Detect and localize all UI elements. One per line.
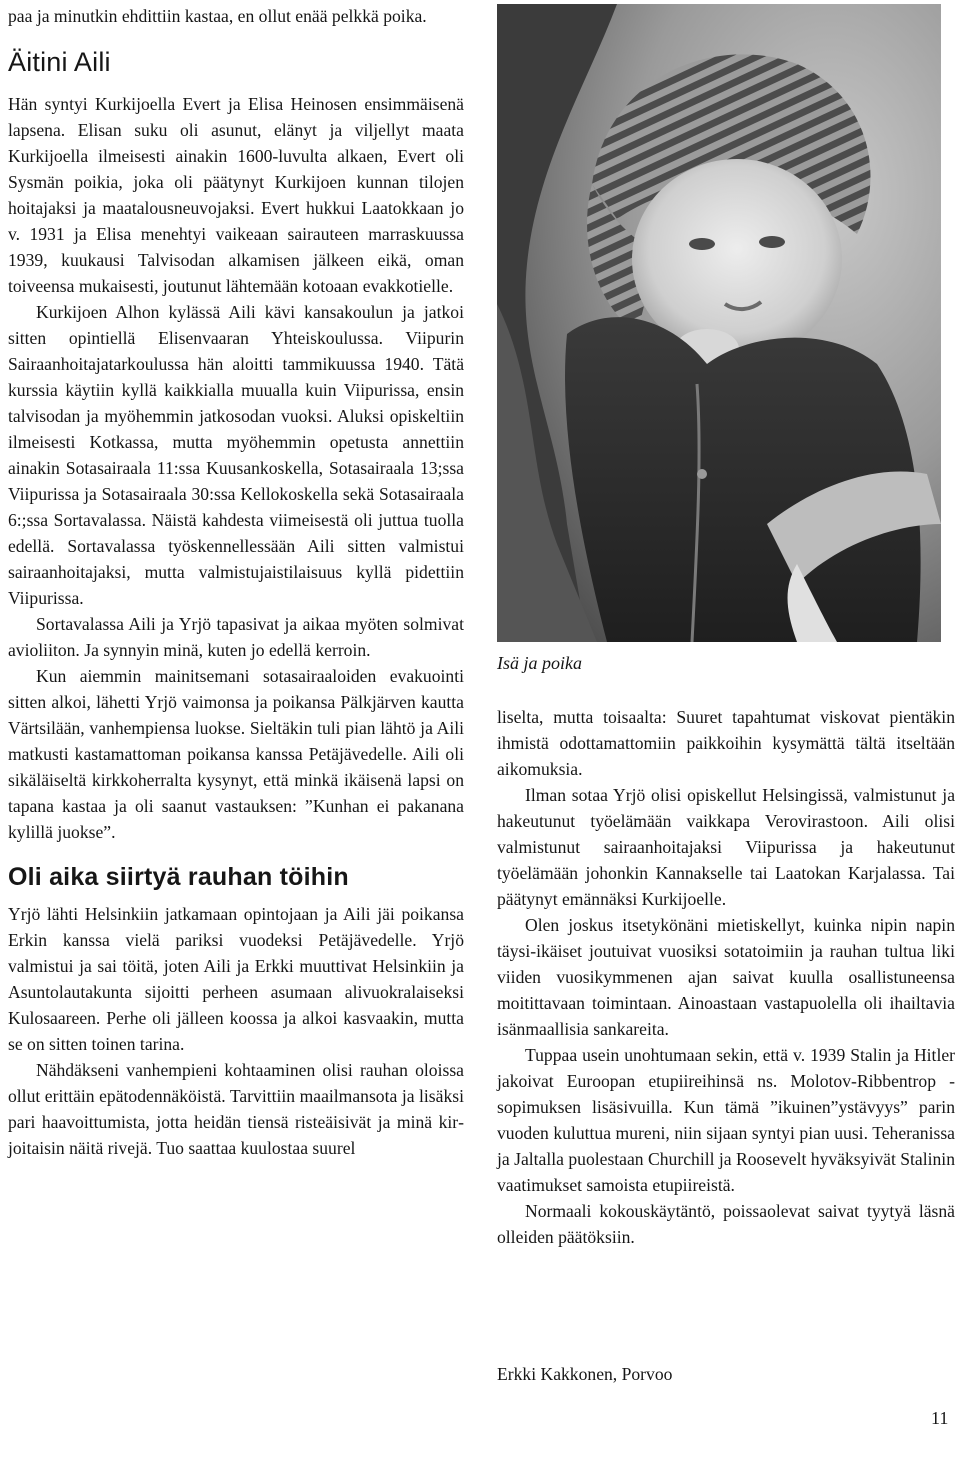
paragraph-aili-1: Hän syntyi Kurkijoella Evert ja Elisa Heinosen ensimmäisenä lapsena. Elisan suku oli asunut, elänyt ja viljellyt maata Kurkijoella ilmeisesti ainakin 1600-luvulta alkaen, Evert oli Sysmän poikia, joka oli päätynyt Kurkijoen kunnan tilojen hoitajaksi ja maatalousneuvojaksi. Evert hukkui Laatokkaan jo v. 1931 ja Elisa menehtyi vaikeaan sairauteen marraskuussa 1939, kuukausi Talvisodan alkamisen jälkeen eikä, oman toiveensa mukaisesti, joutunut lähtemään kotoaan evakkotielle. <box>8 94 464 296</box>
paragraph-aili-4: Kun aiemmin mainitsemani sotasairaaloiden evakuointi sitten alkoi, lähetti Yrjö vaimonsa ja poikansa Pälkjärven kautta Värtsilään, vanhempiensa luokse. Sieltäkin tuli pian lähtö ja Aili matkusti kastamattoman poikansa kanssa Petäjävedelle. Aili oli sikäläiseltä kirkkoherralta kysynyt, että minkä ikäisenä lapsi on tapana kastaa ja oli saanut vastauksen: ”Kunhan ei pakanana kylillä juokse”. <box>8 666 464 842</box>
family-photo <box>497 4 941 642</box>
paragraph-rauha-2: Nähdäkseni vanhempieni kohtaaminen olisi rauhan oloissa ollut erittäin epätodennäköistä. Tarvittiin maailmansota ja lisäksi pari haavoittumista, jotta heidän tiensä risteäisivät ja minä kirjoitaisin näitä rivejä. Tuo saattaa kuulostaa suurel <box>8 1060 464 1158</box>
author-signature: Erkki Kakkonen, Porvoo <box>497 1364 673 1384</box>
paragraph-right-1: liselta, mutta toisaalta: Suuret tapahtumat viskovat pientäkin ihmistä odottamattomiin paikkoihin kysymättä tältä itseltään aikomuksia. <box>497 707 955 779</box>
right-column <box>497 704 955 1250</box>
left-column <box>8 0 464 1161</box>
paragraph-right-2: Ilman sotaa Yrjö olisi opiskellut Helsingissä, valmistunut ja hakeutunut työelämään vaikkapa Verovirastoon. Aili olisi valmistunut sairaanhoitajaksi Viipurissa ja hakeutunut työelämään johonkin Kannakselle tai Laatokan Karjalassa. Tai päätynyt emännäksi Kurkijoelle. <box>497 785 955 909</box>
section-heading-aili: Äitini Aili <box>8 47 111 77</box>
paragraph-right-4: Tuppaa usein unohtumaan sekin, että v. 1939 Stalin ja Hitler jakoivat Euroopan etupiireihinsä ns. Molotov-Ribbentrop -sopimuksen lisäsivuilla. Kun tämä ”ikuinen”ystävyys” parin vuoden kuluttua mureni, niin sijaan syntyi pian uusi. Teheranissa ja Jaltalla puolestaan Churchill ja Roosevelt hyväksyivät Stalinin vaatimukset samoista etupiireistä. <box>497 1045 955 1195</box>
paragraph-aili-3: Sortavalassa Aili ja Yrjö tapasivat ja aikaa myöten solmivat avioliiton. Ja synnyin minä, kuten jo edellä kerroin. <box>8 614 464 660</box>
paragraph-aili-2: Kurkijoen Alhon kylässä Aili kävi kansakoulun ja jatkoi sitten opintiellä Elisenvaaran Yhteiskoulussa. Viipurin Sairaanhoitajatarkoulussa hän aloitti tammikuussa 1940. Tätä kurssia käytiin kyllä kaikkialla muualla kuin Viipurissa, ensin talvisodan ja myöhemmin jatkosodan vuoksi. Aluksi opiskeltiin ilmeisesti Kotkassa, mutta myöhemmin opetusta annettiin ainakin Sotasairaala 11:ssa Kuusankoskella, Sotasairaala 13;ssa Viipurissa ja Sotasairaala 30:ssa Kellokoskella sekä Sotasairaala 6:;ssa Sortavalassa. Näistä kahdesta viimeisestä oli juttua tuolla edellä. Sortavalassa työskennellessään Aili sitten valmistui sairaanhoitajaksi, mutta valmistujaistilaisuus kyllä pidettiin Viipurissa. <box>8 302 464 608</box>
page-number: 11 <box>931 1408 949 1428</box>
photo-caption: Isä ja poika <box>497 653 582 673</box>
paragraph-rauha-1: Yrjö lähti Helsinkiin jatkamaan opintojaan ja Aili jäi poikansa Erkin kanssa vielä pariksi vuodeksi Petäjävedelle. Yrjö valmistui ja sai töitä, joten Aili ja Erkki muuttivat Helsinkiin ja Asuntolautakunta sijoitti perheen asumaan alivuokralaiseksi Kulosaareen. Perhe oli jälleen koossa ja alkoi kasvaakin, mutta se on sitten toinen tarina. <box>8 904 464 1054</box>
lead-paragraph: paa ja minutkin ehdittiin kastaa, en ollut enää pelkkä poika. <box>8 6 427 26</box>
paragraph-right-5: Normaali kokouskäytäntö, poissaolevat saivat tyytyä läsnä olleiden päätöksiin. <box>497 1201 955 1247</box>
paragraph-right-3: Olen joskus itsetykönäni mietiskellyt, kuinka nipin napin täysi-ikäiset joutuivat vuosiksi sotatoimiin ja rauhan tultua liki viiden vuosikymmenen ajan saivat kuulla osallistuneensa moitittavaan toimintaan. Ainoastaan vastapuolella oli ihailtavia isänmaallisia sankareita. <box>497 915 955 1039</box>
section-heading-rauha: Oli aika siirtyä rauhan töihin <box>8 863 349 891</box>
